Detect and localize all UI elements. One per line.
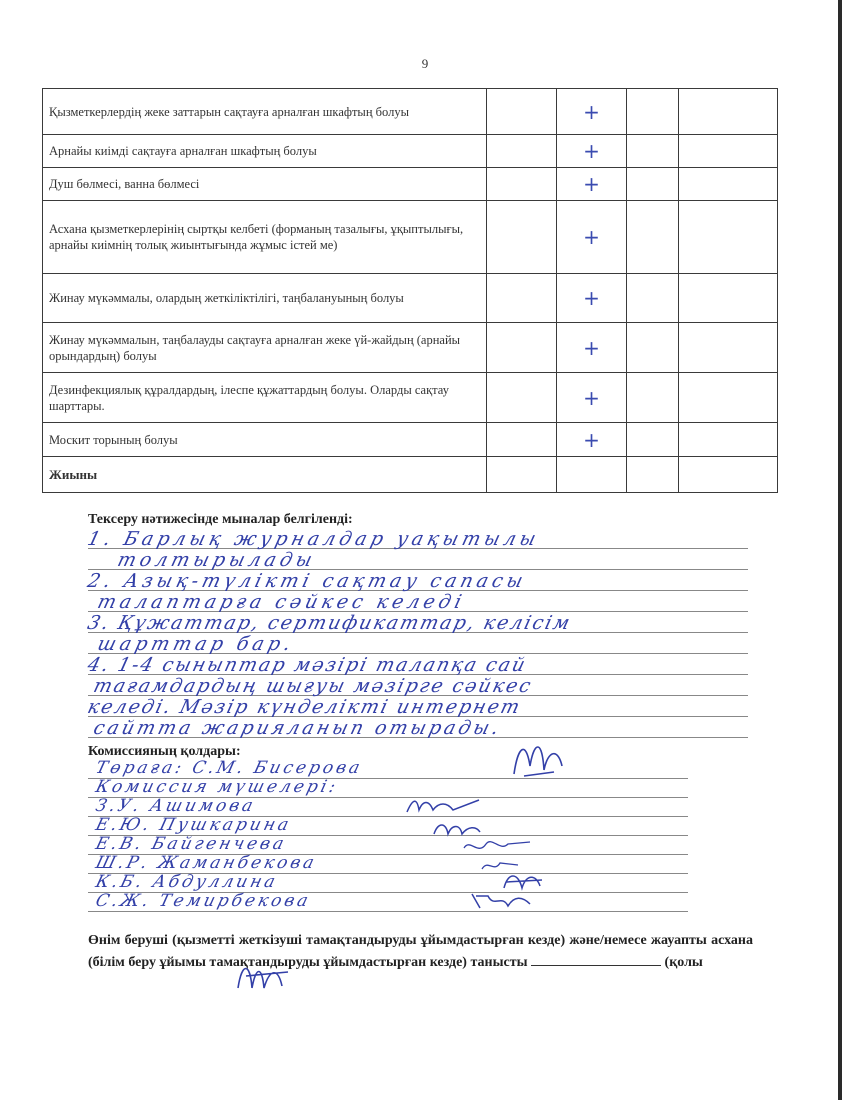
table-row: [43, 274, 778, 323]
signature-scribble: [403, 796, 483, 818]
total-row: [43, 457, 778, 493]
row-label: Дезинфекциялық құралдардың, ілеспе құжаттардың болуы. Оларды сақтау шарттары.: [43, 373, 487, 423]
handwritten-line: 4. 1-4 сыныптар мәзірі талапқа сай: [85, 654, 530, 676]
plus-mark: +: [557, 274, 627, 323]
total-label: Жиыны: [43, 457, 487, 493]
checklist-table: [42, 88, 778, 493]
empty-cell: [627, 168, 679, 201]
row-label: Жинау мүкәммалы, олардың жеткіліктілігі, таңбалануының болуы: [43, 274, 487, 323]
empty-cell: [487, 201, 557, 274]
plus-mark: +: [557, 135, 627, 168]
handwritten-line: Төраға: С.М. Бисерова: [93, 758, 365, 778]
empty-cell: [627, 135, 679, 168]
plus-mark: +: [557, 201, 627, 274]
handwritten-line: Комиссия мүшелері:: [93, 777, 341, 797]
empty-cell: [487, 423, 557, 457]
findings-lines: [85, 528, 748, 748]
empty-cell: [627, 323, 679, 373]
plus-mark: +: [557, 323, 627, 373]
scan-edge: [838, 0, 842, 1100]
footer-text: Өнім беруші (қызметті жеткізуші тамақтандыруды ұйымдастырған кезде) және/немесе жауапты асхана (білім беру ұйымы тамақтандыруды ұйымдастырған кезде) танысты: [88, 933, 753, 970]
plus-mark: +: [557, 373, 627, 423]
plus-mark: +: [557, 168, 627, 201]
commission-lines: [88, 760, 688, 920]
empty-cell: [679, 135, 778, 168]
table-row: [43, 89, 778, 135]
empty-cell: [679, 373, 778, 423]
empty-cell: [679, 274, 778, 323]
empty-cell: [487, 135, 557, 168]
signature-blank: [531, 951, 661, 966]
handwritten-line: К.Б. Абдуллина: [93, 872, 281, 892]
table-row: [43, 423, 778, 457]
empty-cell: [557, 457, 627, 493]
handwritten-line: 3. Құжаттар, сертификаттар, келісім: [85, 612, 574, 634]
empty-cell: [627, 373, 679, 423]
row-label: Душ бөлмесі, ванна бөлмесі: [43, 168, 487, 201]
empty-cell: [679, 323, 778, 373]
handwritten-line: З.У. Ашимова: [93, 796, 258, 816]
plus-mark: +: [557, 423, 627, 457]
row-label: Арнайы киімді сақтауға арналған шкафтың болуы: [43, 135, 487, 168]
footer-acknowledgement: [88, 930, 753, 973]
empty-cell: [679, 423, 778, 457]
empty-cell: [627, 89, 679, 135]
empty-cell: [627, 457, 679, 493]
empty-cell: [679, 89, 778, 135]
handwritten-line: шарттар бар.: [95, 633, 297, 655]
empty-cell: [487, 89, 557, 135]
plus-mark: +: [557, 89, 627, 135]
handwritten-line: 2. Азық-түлікті сақтау сапасы: [85, 570, 530, 592]
row-label: Қызметкерлердің жеке заттарын сақтауға арналған шкафтың болуы: [43, 89, 487, 135]
empty-cell: [487, 274, 557, 323]
handwritten-line: Е.Ю. Пушкарина: [93, 815, 294, 835]
handwritten-line: Е.В. Байгенчева: [93, 834, 289, 854]
signature-scribble: [508, 736, 568, 784]
commission-heading: Комиссияның қолдары:: [88, 744, 241, 759]
footer-sign-label: (қолы: [664, 955, 703, 970]
table-row: [43, 135, 778, 168]
signature-scribble: [468, 890, 538, 912]
table-row: [43, 373, 778, 423]
table-row: [43, 201, 778, 274]
empty-cell: [487, 457, 557, 493]
row-label: Москит торының болуы: [43, 423, 487, 457]
findings-heading: Тексеру нәтижесінде мыналар белгіленді:: [88, 512, 353, 527]
table-row: [43, 168, 778, 201]
handwritten-line: толтырылады: [115, 549, 319, 571]
handwritten-line: Ш.Р. Жаманбекова: [93, 853, 320, 873]
empty-cell: [627, 201, 679, 274]
empty-cell: [487, 168, 557, 201]
row-label: Жинау мүкәммалын, таңбалауды сақтауға арналған жеке үй-жайдың (арнайы орындардың) болуы: [43, 323, 487, 373]
empty-cell: [627, 423, 679, 457]
handwritten-line: 1. Барлық журналдар уақытылы: [85, 528, 543, 550]
empty-cell: [627, 274, 679, 323]
signature-scribble: [232, 958, 302, 998]
handwritten-line: тағамдардың шығуы мәзірге сәйкес: [91, 675, 535, 697]
handwritten-line: сайтта жарияланып отырады.: [91, 717, 504, 739]
handwritten-line: талаптарға сәйкес келеді: [95, 591, 468, 613]
empty-cell: [679, 201, 778, 274]
empty-cell: [679, 457, 778, 493]
empty-cell: [679, 168, 778, 201]
empty-cell: [487, 373, 557, 423]
row-label: Асхана қызметкерлерінің сыртқы келбеті (форманың тазалығы, ұқыптылығы, арнайы киімнің толық жиынтығында жұмыс істей ме): [43, 201, 487, 274]
page-number: 9: [421, 56, 429, 71]
table-row: [43, 323, 778, 373]
handwritten-line: келеді. Мәзір күнделікті интернет: [85, 696, 524, 718]
empty-cell: [487, 323, 557, 373]
handwritten-line: С.Ж. Темирбекова: [93, 891, 313, 911]
